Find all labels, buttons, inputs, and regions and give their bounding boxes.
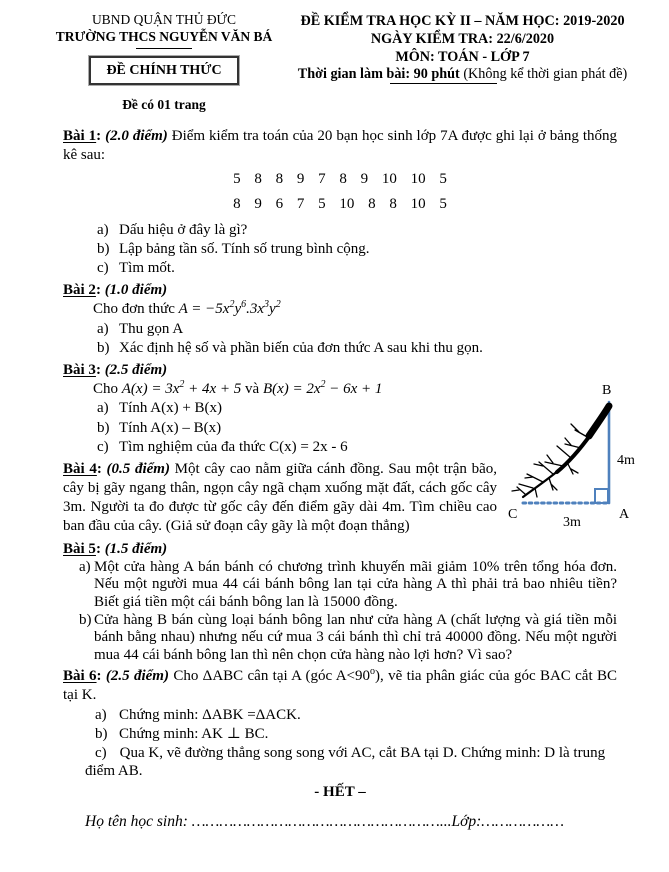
problem-3-given: B 4m A C 3m Cho $A(x) = 3x^2 + 4x + 5$ và $B(x) = 2x^2 - 6x + 1$ — [93, 380, 617, 399]
exam-date: NGÀY KIỂM TRA: 22/6/2020 — [370, 30, 555, 47]
student-info-line — [85, 812, 617, 832]
problem-5-heading: Bài 5: (1.5 điểm) — [63, 540, 168, 557]
problem-2-item-b: b) Xác định hệ số và phần biến của đơn thức A sau khi thu gọn. — [97, 339, 483, 356]
problem-5-points: (1.5 điểm) — [104, 540, 168, 557]
horizontal-side-label: 3m — [563, 515, 581, 529]
problem-5 — [63, 540, 617, 664]
problem-6-label: Bài 6 — [63, 668, 97, 685]
polynomial-b-formula: $B(x) = 2x^2 - 6x + 1$ — [262, 379, 383, 398]
problem-6-item-a: a) Chứng minh: ΔABK =ΔACK. — [95, 706, 301, 723]
problem-6-intro: Bài 6: (2.5 điểm) Cho ΔABC cân tại A (góc $A<90^o$), vẽ tia phân giác của góc BAC cắt BC tại K. — [63, 666, 617, 704]
problem-2-points: (1.0 điểm) — [104, 282, 168, 299]
end-of-exam-marker: - HẾT – — [314, 783, 366, 800]
problem-1-item-b: b) Lập bảng tần số. Tính số trung bình cộng. — [97, 240, 370, 257]
problem-6 — [63, 667, 617, 780]
problem-4-points: (0.5 điểm) — [106, 460, 170, 477]
exam-subject: MÔN: TOÁN - LỚP 7 — [395, 48, 530, 65]
problem-5-label: Bài 5 — [63, 540, 96, 557]
problem-6-item-b: b) Chứng minh: AK ⊥ BC. — [95, 725, 269, 742]
problem-2 — [63, 281, 617, 358]
problem-3-heading: Bài 3: (2.5 điểm) — [63, 361, 168, 378]
problem-1-label: Bài 1 — [63, 127, 97, 144]
problem-2-item-a: a) Thu gọn A — [97, 320, 184, 337]
page-count-note: Đề có 01 trang — [122, 96, 206, 112]
exam-body — [0, 113, 669, 832]
exam-duration: Thời gian làm bài: 90 phút (Không kể thời gian phát đề) — [297, 66, 628, 83]
problem-5-item-a: a) Một cửa hàng A bán bánh có chương trình khuyến mãi giảm 10% trên tổng hóa đơn. Nếu một người mua 44 cái bánh bông lan tại cửa hàng A thì phải trả bao nhiêu tiền? Biết giá tiền một cái bánh bông lan là 15000 đồng. — [79, 558, 617, 610]
polynomial-a-formula: $A(x) = 3x^2 + 4x + 5$ — [121, 379, 242, 398]
problem-2-label: Bài 2 — [63, 282, 96, 299]
problem-1-points: (2.0 điểm) — [105, 127, 168, 144]
broken-tree-figure — [505, 376, 663, 528]
school-name-underline — [136, 48, 192, 49]
exam-title: ĐỀ KIỂM TRA HỌC KỲ II – NĂM HỌC: 2019-2020 — [300, 13, 625, 29]
school-name: TRƯỜNG THCS NGUYỄN VĂN BÁ — [55, 28, 273, 44]
official-exam-box: ĐỀ CHÍNH THỨC — [89, 56, 238, 85]
vertex-c-label: C — [508, 507, 518, 523]
right-angle-mark — [595, 489, 608, 503]
problem-2-heading: Bài 2: (1.0 điểm) — [63, 282, 168, 299]
problem-1-heading: Bài 1: (2.0 điểm) Điểm kiểm tra toán của 20 bạn học sinh lớp 7A được ghi lại ở bảng thống kê sau: — [63, 127, 618, 164]
header-left-block — [40, 12, 288, 113]
student-name-blank: ………………………………………………... — [191, 813, 452, 831]
problem-4-text: Bài 4: (0.5 điểm) Một cây cao nằm giữa cánh đồng. Sau một trận bão, cây bị gãy ngang thân, ngọn cây ngã chạm xuống mặt đất, cách gốc cây 3m. Người ta đo được từ gốc cây đến điểm gãy dài 4m. Tìm chiều cao ban đầu của cây. (Giả sử đoạn cây gãy là một đoạn thẳng) — [63, 460, 498, 535]
problem-3-label: Bài 3 — [63, 361, 96, 378]
problem-5-item-b: b) Cửa hàng B bán cùng loại bánh bông lan như cửa hàng A (chất lượng và giá tiền mỗi bánh bằng nhau) nhưng nếu cứ mua 3 cái bánh thì chỉ trả 40000 đồng. Nếu một người mua 44 cái bánh bông lan thì nên chọn cửa hàng nào lợi hơn? Vì sao? — [79, 611, 617, 663]
scores-row-2: 8 9 6 7 5 10 8 8 10 5 — [233, 196, 447, 213]
problem-4-label: Bài 4 — [63, 460, 97, 477]
problem-3-item-c: c) Tìm nghiệm của đa thức C(x) = 2x - 6 — [97, 438, 348, 455]
problem-2-given: Cho đơn thức $A = -5x^2y^6.3x^3y^2$ — [93, 299, 281, 318]
problem-1-item-a: a) Dấu hiệu ở đây là gì? — [97, 221, 248, 238]
class-label: Lớp: — [451, 813, 482, 831]
problem-1-item-c: c) Tìm mốt. — [97, 260, 175, 277]
broken-tree-branch — [512, 406, 609, 497]
header-right-block — [288, 12, 655, 113]
problem-6-points: (2.5 điểm) — [105, 668, 169, 685]
problem-3-points: (2.5 điểm) — [104, 361, 168, 378]
vertex-a-label: A — [619, 507, 630, 523]
duration-underline — [390, 83, 497, 84]
vertex-b-label: B — [602, 383, 612, 399]
problem-1 — [63, 127, 617, 278]
problem-1-intro: Điểm kiểm tra toán của 20 bạn học sinh lớp 7A được ghi lại ở bảng thống kê sau: — [63, 127, 618, 164]
problem-3-item-b: b) Tính A(x) – B(x) — [97, 419, 222, 436]
monomial-formula: $A = -5x^2y^6.3x^3y^2$ — [178, 299, 281, 318]
exam-header — [0, 0, 669, 113]
scores-row-1: 5 8 8 9 7 8 9 10 10 5 — [233, 171, 447, 188]
vertical-side-label: 4m — [617, 453, 635, 469]
class-blank: ……………… — [481, 813, 564, 831]
problem-3-item-a: a) Tính A(x) + B(x) — [97, 400, 223, 417]
issuing-authority: UBND QUẬN THỦ ĐỨC — [91, 12, 237, 27]
student-name-label: Họ tên học sinh: — [85, 813, 192, 831]
problem-6-item-c: c) Qua K, vẽ đường thẳng song song với AC, cắt BA tại D. Chứng minh: D là trung điểm AB. — [85, 744, 606, 779]
